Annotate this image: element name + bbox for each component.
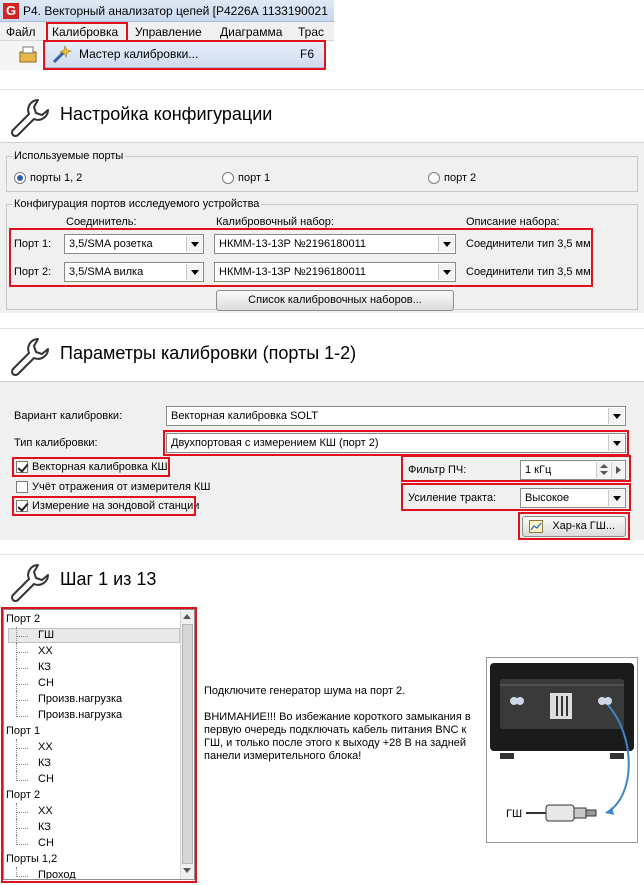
- tree-branch-line: [16, 652, 28, 653]
- calibration-wizard-shortcut: F6: [299, 47, 314, 61]
- spinner-right-icon[interactable]: [611, 462, 624, 478]
- config-header: [0, 89, 644, 143]
- tree-branch-line: [16, 819, 17, 835]
- radio-port-1[interactable]: [222, 172, 234, 184]
- tree-branch-line: [16, 707, 17, 717]
- tree-port-group[interactable]: Порт 2: [6, 789, 41, 801]
- port2-description: Соединители тип 3,5 мм: [466, 266, 591, 278]
- tree-scrollbar[interactable]: [180, 610, 194, 879]
- menu-diagram[interactable]: Диаграмма: [220, 25, 283, 39]
- tree-step-item[interactable]: КЗ: [38, 661, 51, 673]
- step-title: Шаг 1 из 13: [60, 569, 157, 589]
- menu-trace[interactable]: Трас: [298, 25, 325, 39]
- vector-nf-label: Векторная калибровка КШ: [32, 461, 168, 473]
- port1-kit-select[interactable]: НКММ-13-13Р №2196180011: [214, 234, 456, 254]
- tree-step-item[interactable]: ГШ: [38, 629, 55, 641]
- port1-connector-select[interactable]: 3,5/SMA розетка: [64, 234, 204, 254]
- radio-ports-12-label: порты 1, 2: [30, 172, 83, 184]
- chevron-down-icon: [186, 264, 202, 280]
- tree-branch-line: [16, 643, 17, 659]
- dut-group-title: Конфигурация портов исследуемого устройства: [14, 198, 260, 210]
- tree-branch-line: [16, 780, 28, 781]
- probe-station-label: Измерение на зондовой станции: [32, 500, 200, 512]
- gain-select[interactable]: Высокое: [520, 488, 626, 508]
- tree-step-item[interactable]: СН: [38, 773, 54, 785]
- tree-step-item[interactable]: КЗ: [38, 821, 51, 833]
- calibration-wizard-menu-item[interactable]: [44, 41, 325, 68]
- tree-branch-line: [16, 636, 28, 637]
- window-title: Р4. Векторный анализатор цепей [Р4226А 1133190021: [23, 4, 328, 18]
- tree-branch-line: [16, 659, 17, 675]
- tree-step-item[interactable]: Произв.нагрузка: [38, 709, 123, 721]
- reflection-checkbox[interactable]: [16, 481, 28, 493]
- tree-branch-line: [16, 675, 17, 691]
- port2-kit-select[interactable]: НКММ-13-13Р №2196180011: [214, 262, 456, 282]
- app-icon: G: [3, 3, 19, 19]
- probe-station-checkbox[interactable]: [16, 500, 28, 512]
- radio-port-1-label: порт 1: [238, 172, 271, 184]
- tree-branch-line: [16, 876, 28, 877]
- chevron-down-icon: [608, 408, 624, 424]
- tree-step-item[interactable]: СН: [38, 837, 54, 849]
- tree-branch-line: [16, 748, 28, 749]
- step-warning: ВНИМАНИЕ!!! Во избежание короткого замыкания в первую очередь подключать кабель питания BNC к ГШ, и только после этого к выходу +28 В на задней панели измерительного блока!: [204, 711, 471, 762]
- chart-icon: [529, 520, 543, 533]
- wrench-icon: [8, 335, 52, 379]
- tree-branch-line: [16, 668, 28, 669]
- params-title: Параметры калибровки (порты 1-2): [60, 343, 357, 363]
- tree-step-item[interactable]: Произв.нагрузка: [38, 693, 123, 705]
- menu-control[interactable]: Управление: [135, 25, 202, 39]
- vector-nf-checkbox[interactable]: [16, 461, 28, 473]
- tree-port-group[interactable]: Порт 2: [6, 613, 41, 625]
- noise-source-button[interactable]: Хар-ка ГШ...: [522, 516, 626, 537]
- wrench-icon: [8, 96, 52, 140]
- chevron-down-icon: [438, 236, 454, 252]
- kit-column-header: Калибровочный набор:: [216, 216, 334, 228]
- tree-port-group[interactable]: Порт 1: [6, 725, 41, 737]
- window-title-bar: [0, 0, 334, 22]
- port2-connector-select[interactable]: 3,5/SMA вилка: [64, 262, 204, 282]
- type-label: Тип калибровки:: [14, 437, 98, 449]
- tree-branch-line: [16, 867, 17, 877]
- if-filter-label: Фильтр ПЧ:: [408, 464, 467, 476]
- tree-branch-line: [16, 691, 17, 707]
- chevron-down-icon: [186, 236, 202, 252]
- chevron-down-icon: [608, 435, 624, 451]
- tree-step-item[interactable]: ХХ: [38, 741, 53, 753]
- tree-branch-line: [16, 700, 28, 701]
- tree-branch-line: [16, 764, 28, 765]
- chevron-down-icon: [608, 490, 624, 506]
- params-header: [0, 328, 644, 382]
- tree-branch-line: [16, 803, 17, 819]
- if-filter-spinner[interactable]: 1 кГц: [520, 460, 626, 480]
- radio-port-2[interactable]: [428, 172, 440, 184]
- radio-port-2-label: порт 2: [444, 172, 477, 184]
- menu-file[interactable]: Файл: [6, 25, 36, 39]
- tree-branch-line: [16, 828, 28, 829]
- port1-label: Порт 1:: [14, 238, 52, 250]
- tree-branch-line: [16, 835, 17, 845]
- scroll-thumb[interactable]: [182, 624, 193, 864]
- variant-select[interactable]: Векторная калибровка SOLT: [166, 406, 626, 426]
- port2-label: Порт 2:: [14, 266, 52, 278]
- connector-column-header: Соединитель:: [66, 216, 137, 228]
- calibration-wizard-label: Мастер калибровки...: [79, 47, 199, 61]
- step-header: [0, 554, 644, 608]
- tree-step-item[interactable]: КЗ: [38, 757, 51, 769]
- tree-branch-line: [16, 771, 17, 781]
- tree-step-item[interactable]: ХХ: [38, 805, 53, 817]
- wrench-icon: [8, 561, 52, 605]
- tree-selection: [8, 628, 180, 643]
- calibration-steps-tree[interactable]: [3, 609, 195, 880]
- tree-branch-line: [16, 755, 17, 771]
- radio-ports-12[interactable]: [14, 172, 26, 184]
- tree-branch-line: [16, 627, 17, 643]
- step-instruction: Подключите генератор шума на порт 2.: [204, 685, 406, 697]
- toolbar-icon: [18, 44, 38, 64]
- ports-group-title: Используемые порты: [14, 150, 124, 162]
- menu-calibration[interactable]: Калибровка: [52, 25, 119, 39]
- tree-branch-line: [16, 844, 28, 845]
- scroll-down-icon[interactable]: [183, 868, 191, 873]
- tree-step-item[interactable]: ХХ: [38, 645, 53, 657]
- tree-branch-line: [16, 716, 28, 717]
- diagram-ns-label: ГШ: [506, 808, 523, 820]
- tree-branch-line: [16, 684, 28, 685]
- spinner-up-down-icon[interactable]: [596, 462, 610, 478]
- tree-port-group[interactable]: Порты 1,2: [6, 853, 58, 865]
- connection-diagram: [486, 657, 638, 843]
- port1-description: Соединители тип 3,5 мм: [466, 238, 591, 250]
- description-column-header: Описание набора:: [466, 216, 560, 228]
- wizard-wand-icon: [50, 44, 72, 66]
- tree-step-item[interactable]: СН: [38, 677, 54, 689]
- tree-branch-line: [16, 812, 28, 813]
- gain-label: Усиление тракта:: [408, 492, 497, 504]
- type-select[interactable]: Двухпортовая с измерением КШ (порт 2): [166, 433, 626, 453]
- tree-branch-line: [16, 739, 17, 755]
- config-title: Настройка конфигурации: [60, 104, 273, 124]
- menu-bar: [0, 22, 334, 41]
- scroll-up-icon[interactable]: [183, 614, 191, 619]
- chevron-down-icon: [438, 264, 454, 280]
- variant-label: Вариант калибровки:: [14, 410, 123, 422]
- reflection-label: Учёт отражения от измерителя КШ: [32, 481, 211, 493]
- tree-step-item[interactable]: Проход: [38, 869, 76, 880]
- kits-list-button[interactable]: Список калибровочных наборов...: [216, 290, 454, 311]
